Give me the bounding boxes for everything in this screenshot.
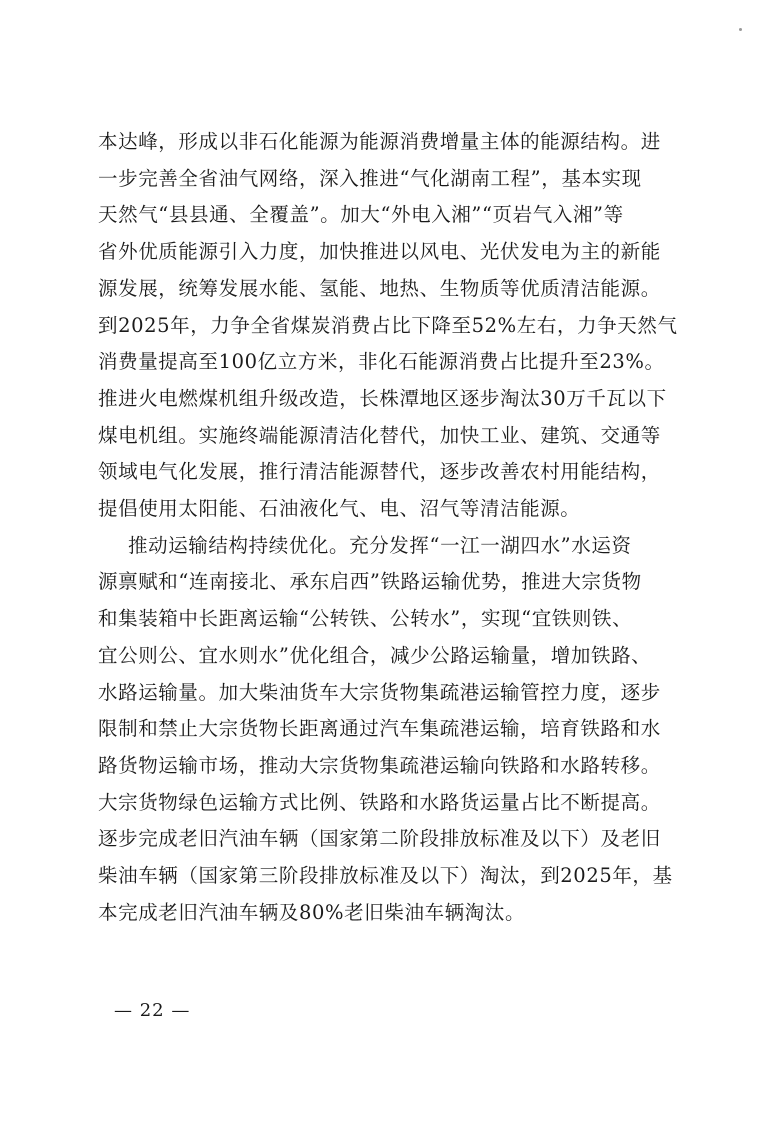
text-line: 宜公则公、宜水则水”优化组合，减少公路运输量，增加铁路、	[98, 643, 652, 667]
text-line: 大宗货物绿色运输方式比例、铁路和水路货运量占比不断提高。	[98, 790, 661, 814]
text-line: 领域电气化发展，推行清洁能源替代，逐步改善农村用能结构，	[98, 460, 661, 484]
text-line: 和集装箱中长距离运输“公转铁、公转水”，实现“宜铁则铁、	[98, 607, 633, 631]
page-number: — 22 —	[114, 1000, 191, 1021]
text-line: 路货物运输市场，推动大宗货物集疏港运输向铁路和水路转移。	[98, 753, 661, 777]
text-line: 柴油车辆（国家第三阶段排放标准及以下）淘汰，到2025年，基	[98, 864, 673, 888]
text-line: 到2025年，力争全省煤炭消费占比下降至52%左右，力争天然气	[98, 313, 678, 337]
text-line: 水路运输量。加大柴油货车大宗货物集疏港运输管控力度，逐步	[98, 680, 661, 704]
text-line: 限制和禁止大宗货物长距离通过汽车集疏港运输，培育铁路和水	[98, 717, 661, 741]
text-line: 本完成老旧汽油车辆及80%老旧柴油车辆淘汰。	[98, 900, 526, 924]
text-line: 源禀赋和“连南接北、承东启西”铁路运输优势，推进大宗货物	[98, 570, 642, 594]
text-line: 逐步完成老旧汽油车辆（国家第二阶段排放标准及以下）及老旧	[98, 827, 661, 851]
text-line: 提倡使用太阳能、石油液化气、电、沼气等清洁能源。	[98, 497, 581, 521]
text-line: 源发展，统筹发展水能、氢能、地热、生物质等优质清洁能源。	[98, 276, 661, 300]
text-line: 天然气“县县通、全覆盖”。加大“外电入湘”“页岩气入湘”等	[98, 203, 624, 227]
text-line: 消费量提高至100亿立方米，非化石能源消费占比提升至23%。	[98, 350, 665, 374]
paragraph-transport-structure	[98, 528, 690, 932]
text-line: 推动运输结构持续优化。充分发挥“一江一湖四水”水运资	[128, 533, 632, 557]
paragraph-energy-structure	[98, 124, 690, 528]
scan-mark	[739, 28, 742, 31]
text-line: 省外优质能源引入力度，加快推进以风电、光伏发电为主的新能	[98, 240, 661, 264]
text-line: 推进火电燃煤机组升级改造，长株潭地区逐步淘汰30万千瓦以下	[98, 386, 667, 410]
text-line: 煤电机组。实施终端能源清洁化替代，加快工业、建筑、交通等	[98, 423, 661, 447]
text-line: 本达峰，形成以非石化能源为能源消费增量主体的能源结构。进	[98, 130, 661, 153]
text-line: 一步完善全省油气网络，深入推进“气化湖南工程”，基本实现	[98, 166, 642, 190]
body-text	[98, 124, 690, 931]
